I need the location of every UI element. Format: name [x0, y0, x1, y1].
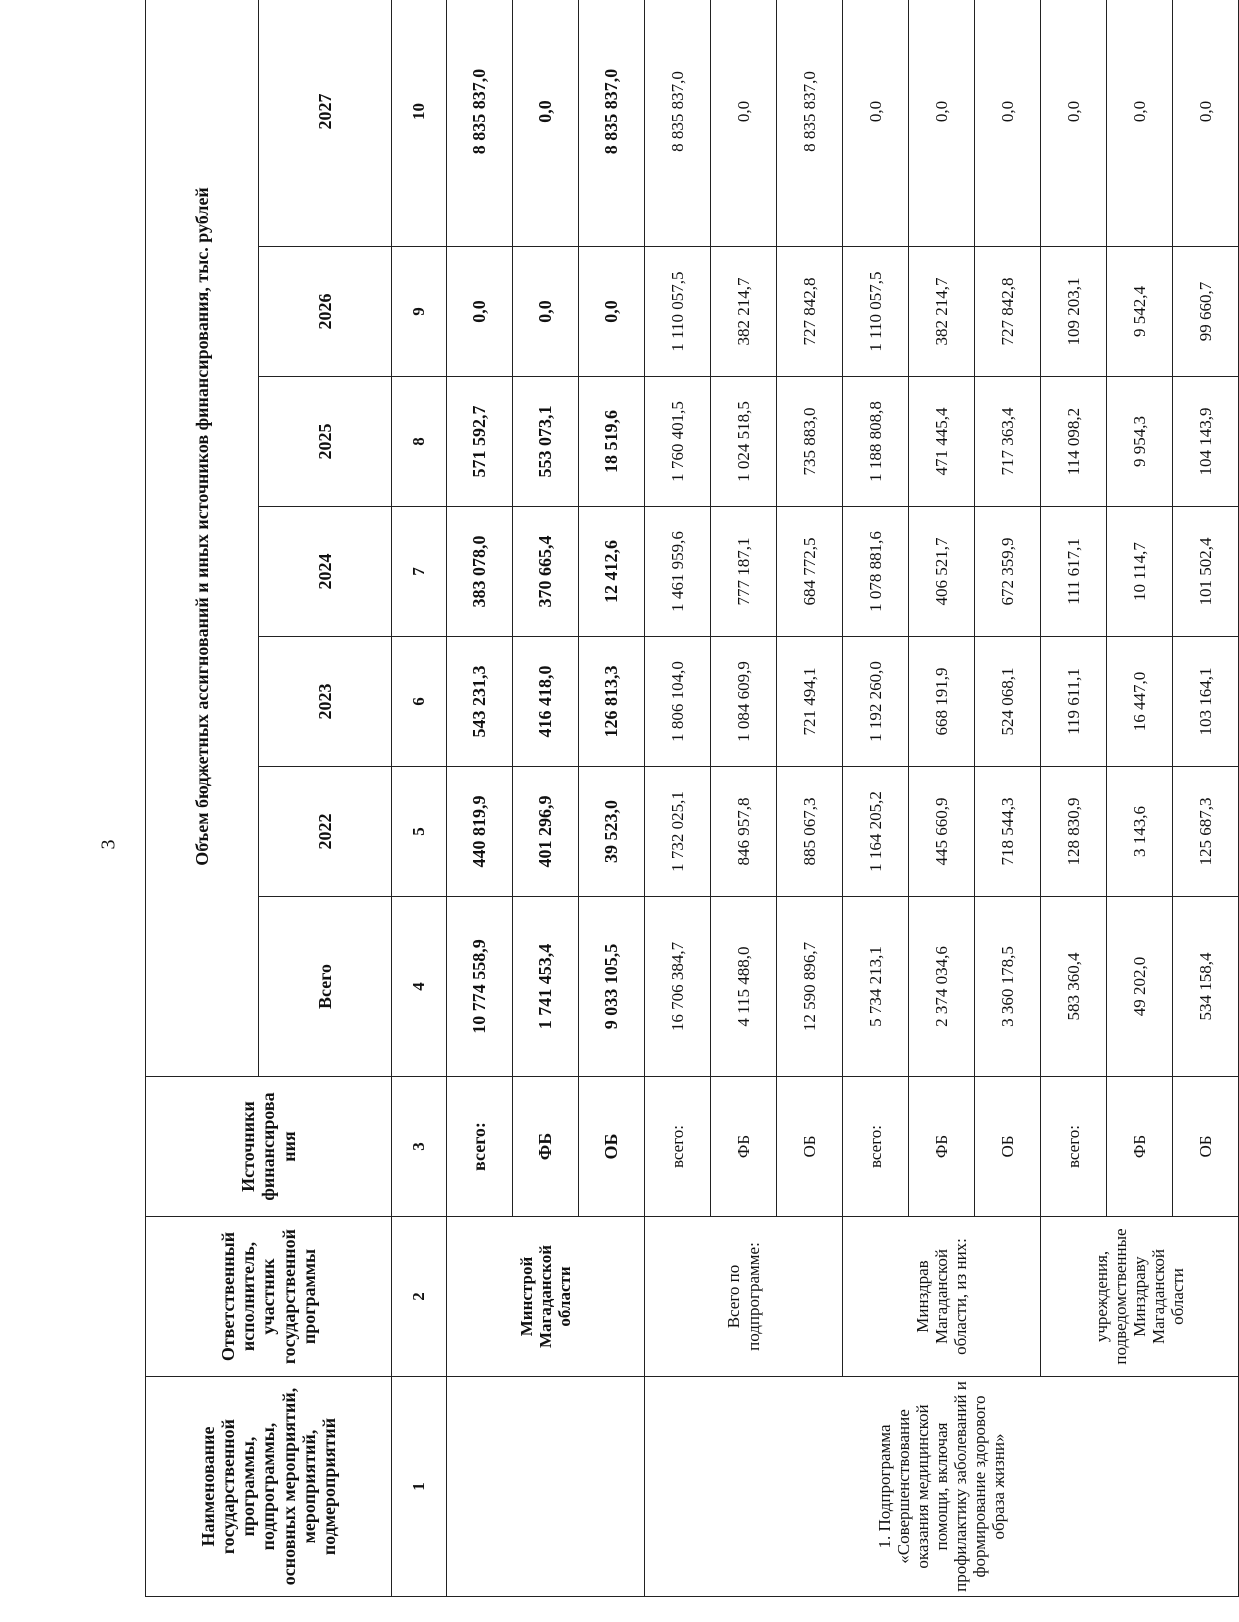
header-funding-title: Объем бюджетных ассигнований и иных источников финансирования, тыс. рублей: [146, 0, 259, 1077]
value-cell: 16 447,0: [1107, 637, 1173, 767]
header-year-0: Всего: [259, 897, 392, 1077]
column-number-5: 5: [392, 767, 447, 897]
value-cell: 125 687,3: [1173, 767, 1239, 897]
column-number-3: 3: [392, 1077, 447, 1217]
value-cell: 1 110 057,5: [843, 247, 909, 377]
value-cell: 668 191,9: [909, 637, 975, 767]
value-cell: 0,0: [711, 0, 777, 247]
value-cell: 406 521,7: [909, 507, 975, 637]
value-cell: 9 033 105,5: [579, 897, 645, 1077]
value-cell: 4 115 488,0: [711, 897, 777, 1077]
table-row: [645, 0, 711, 1597]
header-year-3: 2024: [259, 507, 392, 637]
value-cell: 1 806 104,0: [645, 637, 711, 767]
value-cell: 1 110 057,5: [645, 247, 711, 377]
value-cell: 382 214,7: [711, 247, 777, 377]
value-cell: 10 774 558,9: [447, 897, 513, 1077]
funding-source: ОБ: [777, 1077, 843, 1217]
funding-source: ФБ: [1107, 1077, 1173, 1217]
value-cell: 8 835 837,0: [645, 0, 711, 247]
subprogram-name: 1. Подпрограмма «Совершенствование оказания медицинской помощи, включая профилактику заболеваний и формирование здорового образа жизни»: [645, 1377, 1239, 1597]
column-number-4: 4: [392, 897, 447, 1077]
page-number: 3: [97, 839, 120, 850]
funding-source: всего:: [447, 1077, 513, 1217]
value-cell: 111 617,1: [1041, 507, 1107, 637]
column-number-6: 6: [392, 637, 447, 767]
value-cell: 416 418,0: [513, 637, 579, 767]
value-cell: 1 461 959,6: [645, 507, 711, 637]
value-cell: 114 098,2: [1041, 377, 1107, 507]
value-cell: 0,0: [579, 247, 645, 377]
value-cell: 383 078,0: [447, 507, 513, 637]
value-cell: 735 883,0: [777, 377, 843, 507]
column-number-7: 7: [392, 507, 447, 637]
value-cell: 553 073,1: [513, 377, 579, 507]
table-row: [1041, 0, 1107, 1597]
value-cell: 104 143,9: [1173, 377, 1239, 507]
column-numbers-row: [392, 0, 447, 1597]
table-row: [447, 0, 513, 1597]
value-cell: 39 523,0: [579, 767, 645, 897]
column-number-10: 10: [392, 0, 447, 247]
funding-source: ОБ: [975, 1077, 1041, 1217]
funding-source: ФБ: [909, 1077, 975, 1217]
funding-source: ОБ: [579, 1077, 645, 1217]
value-cell: 583 360,4: [1041, 897, 1107, 1077]
header-year-4: 2025: [259, 377, 392, 507]
value-cell: 401 296,9: [513, 767, 579, 897]
executor-cell: учреждения, подведомственные Минздраву Магаданской области: [1041, 1217, 1239, 1377]
value-cell: 119 611,1: [1041, 637, 1107, 767]
value-cell: 2 374 034,6: [909, 897, 975, 1077]
value-cell: 8 835 837,0: [447, 0, 513, 247]
executor-cell: Всего по подпрограмме:: [645, 1217, 843, 1377]
value-cell: 8 835 837,0: [777, 0, 843, 247]
value-cell: 101 502,4: [1173, 507, 1239, 637]
executor-cell: Минздрав Магаданской области, из них:: [843, 1217, 1041, 1377]
funding-source: всего:: [645, 1077, 711, 1217]
funding-source: ОБ: [1173, 1077, 1239, 1217]
header-col1: Наименование государственной программы, подпрограммы, основных мероприятий, мероприятий, подмероприятий: [146, 1377, 392, 1597]
value-cell: 0,0: [513, 247, 579, 377]
value-cell: 1 024 518,5: [711, 377, 777, 507]
value-cell: 777 187,1: [711, 507, 777, 637]
value-cell: 0,0: [1041, 0, 1107, 247]
value-cell: 99 660,7: [1173, 247, 1239, 377]
value-cell: 12 412,6: [579, 507, 645, 637]
value-cell: 0,0: [447, 247, 513, 377]
value-cell: 727 842,8: [777, 247, 843, 377]
value-cell: 1 760 401,5: [645, 377, 711, 507]
value-cell: 1 188 808,8: [843, 377, 909, 507]
value-cell: 524 068,1: [975, 637, 1041, 767]
value-cell: 128 830,9: [1041, 767, 1107, 897]
table-row: [843, 0, 909, 1597]
value-cell: 1 732 025,1: [645, 767, 711, 897]
executor-cell: Минстрой Магаданской области: [447, 1217, 645, 1377]
funding-source: всего:: [843, 1077, 909, 1217]
value-cell: 0,0: [513, 0, 579, 247]
value-cell: 370 665,4: [513, 507, 579, 637]
value-cell: 12 590 896,7: [777, 897, 843, 1077]
value-cell: 1 741 453,4: [513, 897, 579, 1077]
value-cell: 103 164,1: [1173, 637, 1239, 767]
value-cell: 16 706 384,7: [645, 897, 711, 1077]
funding-source: ФБ: [711, 1077, 777, 1217]
value-cell: 717 363,4: [975, 377, 1041, 507]
header-col3: Источники финансирова ния: [146, 1077, 392, 1217]
value-cell: 49 202,0: [1107, 897, 1173, 1077]
column-number-2: 2: [392, 1217, 447, 1377]
value-cell: 8 835 837,0: [579, 0, 645, 247]
value-cell: 534 158,4: [1173, 897, 1239, 1077]
value-cell: 0,0: [843, 0, 909, 247]
value-cell: 718 544,3: [975, 767, 1041, 897]
value-cell: 684 772,5: [777, 507, 843, 637]
value-cell: 727 842,8: [975, 247, 1041, 377]
value-cell: 382 214,7: [909, 247, 975, 377]
header-year-1: 2022: [259, 767, 392, 897]
value-cell: 0,0: [1107, 0, 1173, 247]
value-cell: 3 143,6: [1107, 767, 1173, 897]
header-year-2: 2023: [259, 637, 392, 767]
value-cell: 445 660,9: [909, 767, 975, 897]
value-cell: 721 494,1: [777, 637, 843, 767]
funding-source: всего:: [1041, 1077, 1107, 1217]
value-cell: 9 542,4: [1107, 247, 1173, 377]
header-year-5: 2026: [259, 247, 392, 377]
column-number-9: 9: [392, 247, 447, 377]
value-cell: 126 813,3: [579, 637, 645, 767]
value-cell: 1 078 881,6: [843, 507, 909, 637]
budget-table: [145, 0, 1239, 1597]
column-number-8: 8: [392, 377, 447, 507]
value-cell: 543 231,3: [447, 637, 513, 767]
value-cell: 440 819,9: [447, 767, 513, 897]
value-cell: 109 203,1: [1041, 247, 1107, 377]
value-cell: 3 360 178,5: [975, 897, 1041, 1077]
value-cell: 5 734 213,1: [843, 897, 909, 1077]
value-cell: 0,0: [1173, 0, 1239, 247]
header-col2: Ответственный исполнитель, участник государственной программы: [146, 1217, 392, 1377]
value-cell: 846 957,8: [711, 767, 777, 897]
value-cell: 1 084 609,9: [711, 637, 777, 767]
value-cell: 0,0: [975, 0, 1041, 247]
value-cell: 1 164 205,2: [843, 767, 909, 897]
header-year-6: 2027: [259, 0, 392, 247]
value-cell: 9 954,3: [1107, 377, 1173, 507]
funding-source: ФБ: [513, 1077, 579, 1217]
value-cell: 571 592,7: [447, 377, 513, 507]
value-cell: 10 114,7: [1107, 507, 1173, 637]
value-cell: 1 192 260,0: [843, 637, 909, 767]
column-number-1: 1: [392, 1377, 447, 1597]
value-cell: 0,0: [909, 0, 975, 247]
program-name-cell: [447, 1377, 645, 1597]
header-row-1: [146, 0, 259, 1597]
rotated-table-wrapper: [145, 0, 1215, 1597]
value-cell: 471 445,4: [909, 377, 975, 507]
value-cell: 18 519,6: [579, 377, 645, 507]
value-cell: 885 067,3: [777, 767, 843, 897]
value-cell: 672 359,9: [975, 507, 1041, 637]
